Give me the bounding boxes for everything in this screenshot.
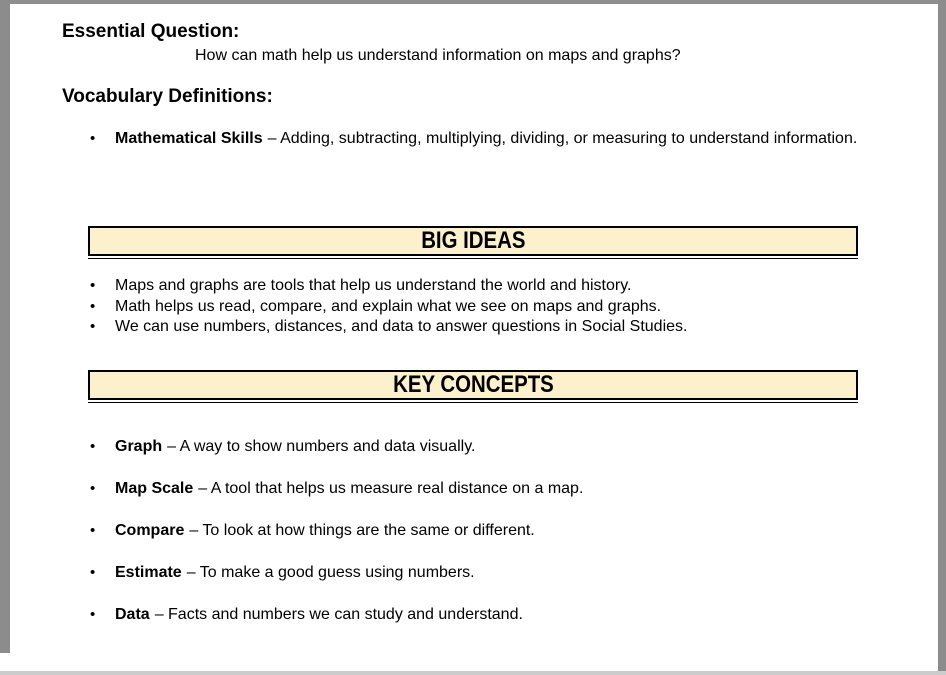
bullet-icon: • bbox=[90, 318, 96, 335]
big-idea-text: We can use numbers, distances, and data to answer questions in Social Studies. bbox=[115, 318, 688, 335]
big-idea-text: Math helps us read, compare, and explain what we see on maps and graphs. bbox=[115, 297, 662, 315]
vocabulary-definitions-heading: Vocabulary Definitions: bbox=[62, 86, 273, 107]
bullet-icon: • bbox=[90, 297, 96, 315]
bullet-icon: • bbox=[90, 277, 96, 294]
bullet-icon: • bbox=[90, 522, 96, 539]
bullet-icon: • bbox=[90, 438, 96, 455]
bullet-icon: • bbox=[90, 130, 96, 147]
list-item bbox=[62, 436, 882, 457]
vocab-entry bbox=[62, 128, 870, 149]
concept-entry bbox=[62, 436, 882, 457]
vocab-definition: – Adding, subtracting, multiplying, dividing, or measuring to understand information. bbox=[267, 130, 858, 147]
concept-term: Compare bbox=[115, 522, 185, 539]
concept-definition: – A tool that helps us measure real distance on a map. bbox=[198, 480, 584, 497]
bullet-icon: • bbox=[90, 606, 96, 623]
list-item bbox=[62, 276, 882, 297]
essential-question-heading: Essential Question: bbox=[62, 21, 240, 42]
key-concepts-title: KEY CONCEPTS bbox=[392, 371, 554, 398]
key-concepts-list bbox=[62, 436, 882, 646]
key-concepts-banner bbox=[88, 370, 858, 400]
concept-term: Estimate bbox=[115, 564, 182, 581]
big-ideas-list bbox=[62, 276, 882, 338]
bullet-icon: • bbox=[90, 480, 96, 497]
big-ideas-banner bbox=[88, 226, 858, 256]
bullet-icon: • bbox=[90, 564, 96, 581]
viewer-bottom-edge bbox=[0, 671, 946, 675]
list-item bbox=[62, 297, 882, 318]
big-idea-text: Maps and graphs are tools that help us understand the world and history. bbox=[115, 277, 632, 294]
vocabulary-list bbox=[62, 128, 870, 149]
concept-entry bbox=[62, 562, 882, 583]
concept-definition: – Facts and numbers we can study and understand. bbox=[154, 606, 523, 623]
concept-term: Graph bbox=[115, 438, 163, 455]
list-item bbox=[62, 520, 882, 541]
list-item bbox=[62, 128, 870, 149]
concept-definition: – To look at how things are the same or different. bbox=[189, 522, 535, 539]
viewer-right-edge bbox=[938, 0, 946, 671]
concept-definition: – To make a good guess using numbers. bbox=[186, 564, 475, 581]
viewer-left-edge bbox=[0, 0, 10, 653]
big-ideas-title: BIG IDEAS bbox=[420, 227, 526, 254]
concept-entry bbox=[62, 604, 882, 625]
concept-entry bbox=[62, 478, 882, 499]
list-item bbox=[62, 317, 882, 338]
viewer-top-edge bbox=[0, 0, 946, 4]
concept-definition: – A way to show numbers and data visually. bbox=[167, 438, 476, 455]
concept-term: Map Scale bbox=[115, 480, 194, 497]
list-item bbox=[62, 604, 882, 625]
essential-question-text: How can math help us understand information on maps and graphs? bbox=[195, 47, 681, 64]
vocab-term: Mathematical Skills bbox=[115, 130, 263, 147]
list-item bbox=[62, 478, 882, 499]
concept-term: Data bbox=[115, 606, 150, 623]
list-item bbox=[62, 562, 882, 583]
concept-entry bbox=[62, 520, 882, 541]
